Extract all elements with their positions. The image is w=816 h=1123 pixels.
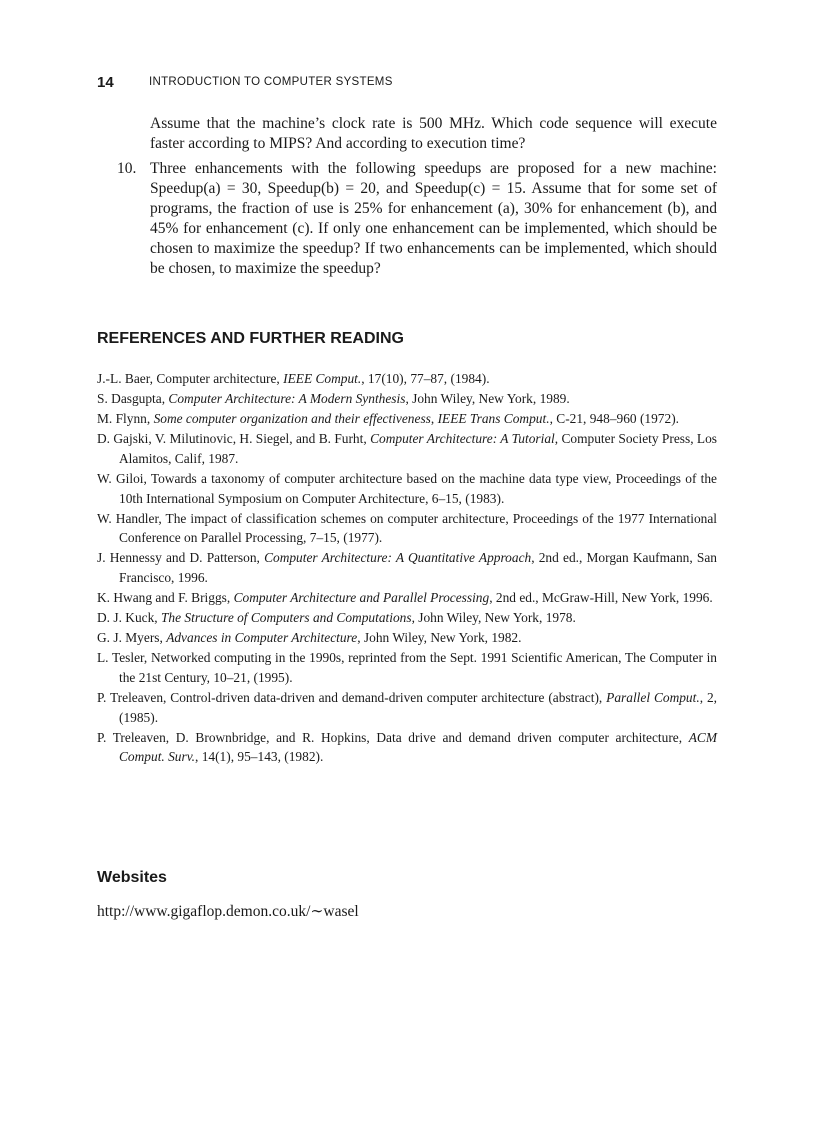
- exercise-text: Three enhancements with the following speedups are proposed for a new machine: Speedup(a) = 30, Speedup(b) = 20, and Speedup(c) = 15. Assume that for some set of programs, the fraction of use is 25% for enhancement (a), 30% for enhancement (b), and 45% for enhancement (c). If only one enhancement can be implemented, which should be chosen to maximize the speedup? If two enhancements can be implemented, which should be chosen, to maximize the speedup?: [150, 160, 717, 277]
- reference-entry: [97, 389, 717, 409]
- website-link[interactable]: http://www.gigaflop.demon.co.uk/∼wasel: [97, 903, 359, 920]
- reference-title: Computer Architecture: A Tutorial: [370, 431, 555, 447]
- reference-entry: [97, 429, 717, 468]
- reference-entry: [97, 608, 717, 628]
- reference-entry: [97, 369, 717, 389]
- reference-text: , 2nd ed., Morgan Kaufmann, San Francisco, 1996.: [119, 550, 717, 585]
- reference-text: , 2nd ed., McGraw-Hill, New York, 1996.: [489, 590, 713, 606]
- references-heading: REFERENCES AND FURTHER READING: [97, 330, 404, 347]
- reference-text: L. Tesler, Networked computing in the 1990s, reprinted from the Sept. 1991 Scientific American, The Computer in the 21st Century, 10–21, (1995).: [97, 650, 717, 685]
- reference-title: Some computer organization and their effectiveness: [153, 411, 431, 427]
- reference-title: Computer Architecture: A Modern Synthesis: [168, 391, 406, 407]
- exercise-10: [117, 159, 717, 279]
- reference-entry: [97, 628, 717, 648]
- reference-text: , John Wiley, New York, 1978.: [411, 610, 576, 626]
- reference-text: J. Hennessy and D. Patterson,: [97, 550, 265, 566]
- websites-heading: Websites: [97, 869, 167, 886]
- reference-title: Advances in Computer Architecture: [166, 630, 358, 646]
- exercise-number: 10.: [117, 160, 137, 177]
- reference-entry: [97, 548, 717, 587]
- reference-entry: [97, 509, 717, 548]
- reference-entry: [97, 469, 717, 508]
- reference-text: S. Dasgupta,: [97, 391, 169, 407]
- reference-list: [97, 369, 717, 767]
- reference-title: IEEE Trans Comput.: [437, 411, 550, 427]
- reference-entry: [97, 409, 717, 429]
- running-header: [97, 74, 717, 94]
- reference-text: J.-L. Baer, Computer architecture,: [97, 371, 284, 386]
- reference-text: P. Treleaven, Control-driven data-driven and demand-driven computer architecture (abstract),: [97, 690, 607, 705]
- reference-title: Computer Architecture and Parallel Processing: [233, 590, 490, 606]
- reference-text: D. Gajski, V. Milutinovic, H. Siegel, and B. Furht,: [97, 431, 371, 447]
- reference-title: Computer Architecture: A Quantitative Approach: [264, 550, 532, 566]
- page-number: 14: [97, 74, 114, 91]
- reference-title: IEEE Comput.: [283, 371, 362, 386]
- reference-text: , 2, (1985).: [119, 690, 717, 725]
- reference-text: , John Wiley, New York, 1982.: [357, 630, 522, 646]
- running-title: INTRODUCTION TO COMPUTER SYSTEMS: [149, 76, 393, 88]
- reference-text: , Computer Society Press, Los Alamitos, Calif, 1987.: [119, 431, 718, 466]
- reference-text: P. Treleaven, D. Brownbridge, and R. Hopkins, Data drive and demand driven computer architecture,: [97, 729, 689, 745]
- reference-text: W. Handler, The impact of classification schemes on computer architecture, Proceedings of the 1977 International Conference on Parallel Processing, 7–15, (1977).: [97, 510, 717, 546]
- reference-text: ,: [430, 411, 438, 427]
- continued-exercise-text: Assume that the machine’s clock rate is 500 MHz. Which code sequence will execute faster according to MIPS? And according to execution time?: [150, 115, 717, 152]
- reference-text: , C-21, 948–960 (1972).: [549, 411, 679, 427]
- reference-entry: [97, 728, 717, 767]
- reference-text: D. J. Kuck,: [97, 610, 161, 626]
- reference-text: , John Wiley, New York, 1989.: [405, 391, 570, 407]
- reference-entry: [97, 688, 717, 727]
- reference-text: W. Giloi, Towards a taxonomy of computer architecture based on the machine data type view, Proceedings of the 10th International Symposium on Computer Architecture, 6–15, (1983).: [97, 470, 717, 506]
- reference-text: , 17(10), 77–87, (1984).: [361, 371, 490, 386]
- reference-entry: [97, 588, 717, 608]
- reference-title: ACM Comput. Surv.: [119, 729, 717, 765]
- reference-text: , 14(1), 95–143, (1982).: [195, 749, 324, 765]
- reference-title: The Structure of Computers and Computations: [160, 610, 412, 626]
- reference-entry: [97, 648, 717, 687]
- reference-text: G. J. Myers,: [97, 630, 167, 646]
- reference-text: K. Hwang and F. Briggs,: [97, 590, 234, 606]
- reference-text: M. Flynn,: [97, 411, 154, 427]
- reference-title: Parallel Comput.: [606, 690, 700, 705]
